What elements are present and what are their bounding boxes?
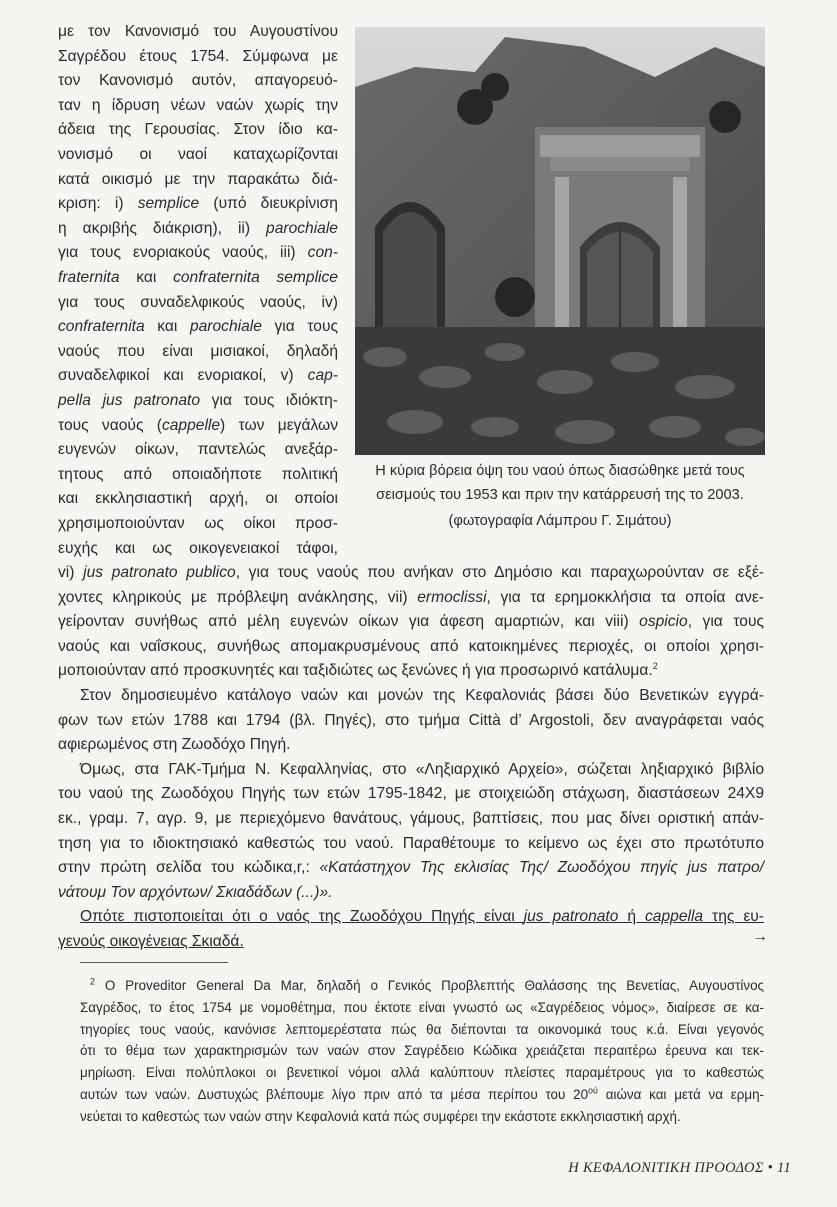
text-line: νάτουμ Τον αρχόντων/ Σκιαδάδων (...)». — [58, 883, 333, 901]
text-line: τον Κανονισμό αυτόν, απαγορευό- — [58, 72, 338, 90]
text-line: με τον Κανονισμό του Αυγουστίνου — [58, 23, 338, 40]
text-line: χρησιμοποιούνταν ως οίκοι προσ- — [58, 515, 338, 532]
footnote-line: $^2$ Ο Proveditor General Da Mar, δηλαδή ο Γενικός Προβλεπτής Θαλάσσης της Βενετίας, Αυγουστίνος — [90, 976, 764, 993]
text-line: στην πρώτη σελίδα του κώδικα,r,: «Κατάστηχον Της εκλισίας Της/ Ζωοδόχου πηγίς jus πατρο/ — [58, 859, 764, 877]
continue-arrow-icon: → — [752, 928, 768, 945]
text-line: confraternita και parochiale για τους — [58, 318, 338, 336]
text-line: κριση: i) semplice (υπό διευκρίνιση — [58, 195, 338, 213]
text-line: συναδελφικοί και ενοριακοί, v) cap- — [58, 367, 338, 385]
text-line: για τους συναδελφικούς ναούς, iv) — [58, 293, 338, 311]
text-line: vi) jus patronato publico, για τους ναούς που ανήκαν στο Δημόσιο και παραχωρούνταν σε εξέ- — [58, 564, 764, 581]
text-line: κατά οικισμό με την παρακάτω διά- — [58, 170, 338, 188]
text-line: αφιερωμένος στη Ζωοδόχο Πηγή. — [58, 736, 291, 754]
text-line: ευχής και ως οικογενειακοί τάφοι, — [58, 539, 338, 557]
journal-title: Η ΚΕΦΑΛΟΝΙΤΙΚΗ ΠΡΟΟΔΟΣ — [568, 1160, 764, 1176]
church-facade-illustration — [355, 27, 765, 455]
text-line: Σαγρέδου έτους 1754. Σύμφωνα με — [58, 47, 338, 65]
text-line: για τους ενοριακούς ναούς, iii) con- — [58, 244, 338, 262]
text-line: γείρονταν συνήθως από μέλη ευγενών οίκων για άφεση αμαρτιών, και viii) ospicio, για τους — [58, 613, 764, 631]
text-line: ναούς που είναι μισιακοί, δηλαδή — [58, 342, 338, 360]
text-line: τηση για το ιδιοκτησιακό καθεστώς του ναού. Παραθέτουμε το κείμενο ως έχει στο πρωτότυπο — [58, 834, 764, 852]
footnote-line: τηγορίες τους ναούς, κανόνισε λεπτομερέστατα πώς θα διέπονται τα οικονομικά τους κ.ά. Είναι γεγονός — [80, 1021, 764, 1037]
text-line: ευγενών οίκων, παντελώς ανεξάρ- — [58, 441, 338, 459]
text-line: γενούς οικογένειας Σκιαδά. — [58, 933, 244, 950]
text-line: Στον δημοσιευμένο κατάλογο ναών και μονών της Κεφαλονιάς βάσει δύο Βενετικών εγγρά- — [80, 687, 764, 704]
page-footer: Η ΚΕΦΑΛΟΝΙΤΙΚΗ ΠΡΟΟΔΟΣ • 11 — [568, 1160, 791, 1176]
text-line: Οπότε πιστοποιείται ότι ο ναός της Ζωοδόχου Πηγής είναι jus patronato ή cappella της ευ- — [80, 908, 764, 926]
text-line: η ακριβής διάκριση), ii) parochiale — [58, 219, 338, 237]
photo-credit: (φωτογραφία Λάμπρου Γ. Σιμάτου) — [448, 513, 672, 529]
text-line: pella jus patronato για τους ιδιόκτη- — [58, 392, 338, 409]
footnote-line: νεύεται το καθεστώς των ναών στην Κεφαλονιά κατά πώς συμφέρει την εκάστοτε εκκλησιαστική αρχή. — [80, 1108, 681, 1124]
footnote-line: αυτών των ναών. Δυστυχώς βλέπουμε λίγο πριν από τα μέσα περίπου του $20^{oύ}$ αιώνα και μετά να ερμη- — [80, 1085, 764, 1102]
footnote-ref[interactable]: 2 — [652, 661, 658, 672]
photo-caption-line: Η κύρια βόρεια όψη του ναού όπως διασώθηκε μετά τους — [375, 463, 745, 479]
text-line: φων των ετών 1788 και 1794 (βλ. Πηγές), στο τμήμα Città d’ Argostoli, δεν αναγράφεται ναός — [58, 711, 764, 729]
text-line: του ναού της Ζωοδόχου Πηγής των ετών 1795-1842, με στοιχειώδη στάχωση, διαστάσεων 24Χ9 — [58, 785, 764, 803]
footnote-line: μηρίωση. Είναι πολύπλοκοι οι βενετικοί νόμοι αλλά καλύπτουν πλείστες παραμέτρους για το καθεστώς — [80, 1065, 764, 1081]
church-facade-photo — [355, 27, 765, 455]
page-number: 11 — [776, 1160, 791, 1176]
text-line: εκ., γραμ. 7, αγρ. 9, με περιεχόμενο θανάτους, γάμους, βαπτίσεις, που μας δίνει οριστική απάν- — [58, 810, 764, 827]
text-line: τους ναούς (cappelle) των μεγάλων — [58, 416, 338, 434]
text-line: χοντες κληρικούς με πρόβλεψη ανάκλησης, vii) ermoclissi, για τα ερημοκκλήσια τα οποία ανε- — [58, 588, 764, 606]
text-line: fraternita και confraternita semplice — [58, 269, 338, 286]
text-line: Όμως, στα ΓΑΚ-Τμήμα Ν. Κεφαλληνίας, στο «Ληξιαρχικό Αρχείο», σώζεται ληξιαρχικό βιβλίο — [80, 760, 764, 778]
text-line: ναούς και ναΐσκους, συνήθως απομακρυσμένους από κατοικημένες περιοχές, οι οποίοι χρησι- — [58, 637, 764, 655]
text-line: μοποιούνταν από προσκυνητές και ταξιδιώτες ως ξενώνες ή για προσωρινό κατάλυμα.$^2$ — [58, 661, 658, 680]
footnote-line: ότι το θέμα των χαρακτηρισμών των ναών στον Σαγρέδειο Κώδικα χρειάζεται περαιτέρω έρευνα και τεκ- — [80, 1043, 764, 1059]
text-line: και εκκλησιαστική αρχή, οι οποίοι — [58, 490, 338, 508]
text-line: ταν η ίδρυση νέων ναών χωρίς την — [58, 96, 338, 114]
text-line: νονισμό οι ναοί καταχωρίζονται — [58, 146, 338, 163]
text-line: τητους από οποιαδήποτε πολιτική — [58, 465, 338, 483]
text-line: άδεια της Γερουσίας. Στον ίδιο κα- — [58, 121, 338, 139]
footnote-line: Σαγρέδος, το έτος 1754 με νομοθέτημα, που έκτοτε είναι γνωστό ως «Σαγρέδειος νόμος», διαίρεσε σε κα- — [80, 999, 764, 1015]
footnote-divider — [80, 962, 228, 963]
photo-caption-line: σεισμούς του 1953 και πριν την κατάρρευσή της το 2003. — [376, 487, 744, 503]
